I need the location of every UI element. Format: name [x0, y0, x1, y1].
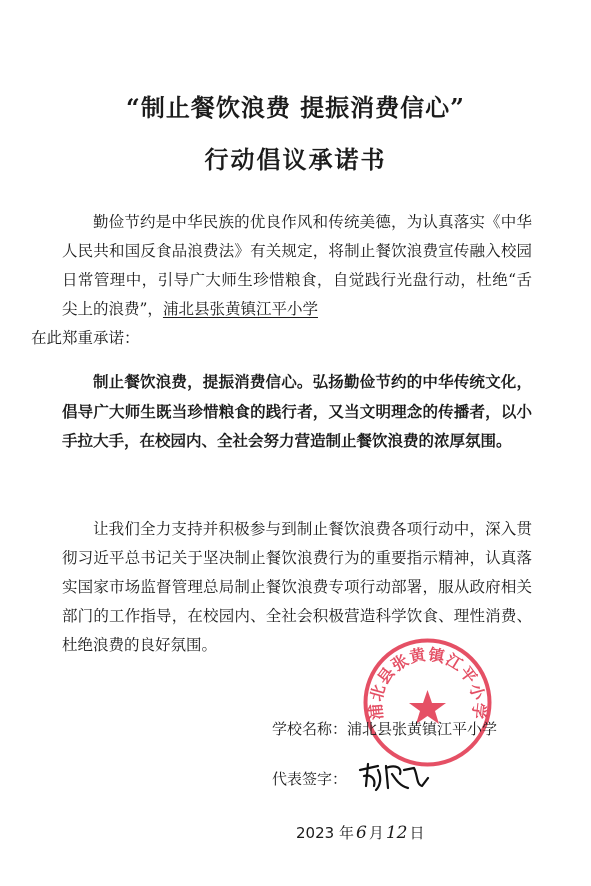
date-month-unit: 月	[368, 824, 384, 842]
official-seal	[360, 635, 495, 770]
intro-commitment: 在此郑重承诺：	[31, 329, 140, 347]
paragraph-call: 让我们全力支持并积极参与到制止餐饮浪费各项行动中，深入贯彻习近平总书记关于坚决制止餐饮浪费行为的重要指示精神，认真落实国家市场监督管理总局制止餐饮浪费专项行动部署，服从政府相关部门的工作指导，在校园内、全社会积极营造科学饮食、理性消费、杜绝浪费的良好氛围。	[62, 520, 532, 654]
document-title: “制止餐饮浪费 提振消费信心”	[126, 93, 465, 122]
date-year: 2023	[296, 824, 335, 842]
date-day: 12	[385, 823, 408, 843]
intro-text: 勤俭节约是中华民族的优良作风和传统美德，为认真落实《中华人民共和国反食品浪费法》有关规定，将制止餐饮浪费宣传融入校园日常管理中，引导广大师生珍惜粮食，自觉践行光盘行动，杜绝“舌尖上的浪费”，	[62, 213, 532, 318]
date-row	[296, 822, 424, 843]
date-month: 6	[355, 823, 367, 843]
date-year-unit: 年	[338, 824, 354, 842]
representative-row	[272, 768, 347, 789]
document-subtitle: 行动倡议承诺书	[204, 145, 387, 174]
date-day-unit: 日	[409, 824, 425, 842]
paragraph-pledge: 制止餐饮浪费，提振消费信心。弘扬勤俭节约的中华传统文化，倡导广大师生既当珍惜粮食的践行者，又当文明理念的传播者，以小手拉大手，在校园内、全社会努力营造制止餐饮浪费的浓厚氛围。	[62, 373, 532, 450]
school-name: 浦北县张黄镇江平小学	[347, 720, 498, 738]
school-name-row	[272, 718, 497, 739]
school-label: 学校名称：	[272, 720, 348, 738]
representative-label: 代表签字：	[272, 770, 348, 788]
intro-school-name: 浦北县张黄镇江平小学	[162, 300, 318, 318]
handwritten-signature	[356, 756, 432, 796]
seal-text: 浦北县张黄镇江平小学	[365, 644, 490, 721]
paragraph-intro	[31, 208, 532, 353]
